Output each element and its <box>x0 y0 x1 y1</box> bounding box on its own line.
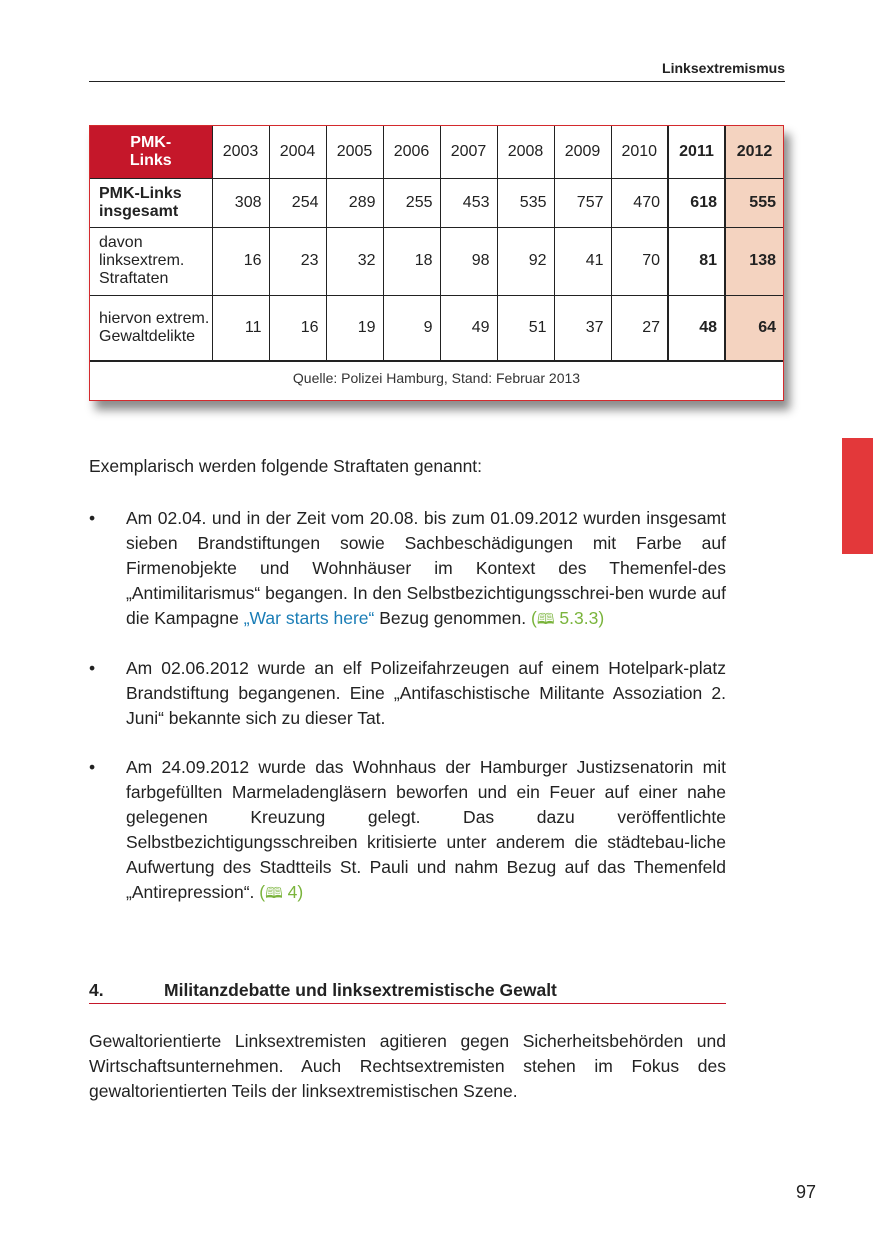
table-cell: 70 <box>611 227 668 295</box>
row-label: PMK-Links insgesamt <box>90 178 212 227</box>
list-item <box>89 755 726 906</box>
bullet-text: Am 02.06.2012 wurde an elf Polizeifahrzeugen auf einem Hotelpark-platz Brandstiftung begangenen. Eine „Antifaschistische Militante Assoziation 2. Juni“ bekannte sich zu dieser Tat. <box>126 658 726 728</box>
table-cell: 41 <box>554 227 611 295</box>
bullet-text: Am 24.09.2012 wurde das Wohnhaus der Hamburger Justizsenatorin mit farbgefüllten Marmeladengläsern beworfen und ein Feuer auf einer nahe gelegenen Kreuzung gelegt. Das dazu veröffentlichte Selbstbezichtigungsschreiben kritisierte unter anderem die städtebau-liche Aufwertung des Stadtteils St. Pauli und nahm Bezug auf das Themenfeld „Antirepression“. <box>126 757 726 902</box>
bullet-dot: • <box>89 658 96 678</box>
campaign-link[interactable]: „War starts here“ <box>243 608 375 628</box>
bullet-dot: • <box>89 508 96 528</box>
year-header: 2010 <box>611 126 668 178</box>
year-header: 2003 <box>212 126 269 178</box>
bullet-text: Am 02.04. und in der Zeit vom 20.08. bis zum 01.09.2012 wurden insgesamt sieben Brandstiftungen sowie Sachbeschädigungen mit Farbe auf Firmenobjekte und Wohnhäuser im Kontext des Themenfel-des „Antimilitarismus“ begangen. In den Selbstbezichtigungsschrei-ben wurde auf die Kampagne <box>126 508 726 628</box>
table-cell: 81 <box>668 227 725 295</box>
table-cell: 555 <box>725 178 783 227</box>
table-cell: 48 <box>668 295 725 361</box>
book-icon: 🕮 <box>536 611 555 628</box>
table-cell: 16 <box>269 295 326 361</box>
table-cell: 470 <box>611 178 668 227</box>
table-cell: 9 <box>383 295 440 361</box>
list-item <box>89 506 726 632</box>
intro-text: Exemplarisch werden folgende Straftaten genannt: <box>89 456 483 476</box>
table-cell: 308 <box>212 178 269 227</box>
table-cell: 618 <box>668 178 725 227</box>
table-cell: 757 <box>554 178 611 227</box>
table-cell: 16 <box>212 227 269 295</box>
year-header: 2011 <box>668 126 725 178</box>
year-header: 2004 <box>269 126 326 178</box>
running-title: Linksextremismus <box>662 60 785 76</box>
bullet-list <box>89 506 726 930</box>
section-title: Militanzdebatte und linksextremistische Gewalt <box>164 980 557 1000</box>
table-cell: 255 <box>383 178 440 227</box>
chapter-tab-marker <box>842 438 873 554</box>
row-label: davon linksextrem. Straftaten <box>90 227 212 295</box>
cross-reference-number: 4 <box>287 882 298 902</box>
table-cell: 51 <box>497 295 554 361</box>
running-header <box>89 58 785 82</box>
table-row <box>90 295 783 361</box>
table-cell: 535 <box>497 178 554 227</box>
table-corner-label: PMK- Links <box>90 126 212 178</box>
table-cell: 27 <box>611 295 668 361</box>
table-cell: 19 <box>326 295 383 361</box>
table-cell: 254 <box>269 178 326 227</box>
year-header: 2007 <box>440 126 497 178</box>
table-cell: 32 <box>326 227 383 295</box>
section-number: 4. <box>89 980 104 1000</box>
table-row <box>90 178 783 227</box>
year-header: 2008 <box>497 126 554 178</box>
cross-reference[interactable]: (🕮 5.3.3) <box>531 608 604 628</box>
body-paragraph: Gewaltorientierte Linksextremisten agitieren gegen Sicherheitsbehörden und Wirtschaftsunternehmen. Auch Rechtsextremisten stehen im Fokus des gewaltorientierten Teils der linksextremistischen Szene. <box>89 1031 726 1101</box>
year-header: 2009 <box>554 126 611 178</box>
table-cell: 138 <box>725 227 783 295</box>
bullet-dot: • <box>89 757 96 777</box>
statistics-table <box>90 126 783 362</box>
page-number: 97 <box>796 1182 817 1202</box>
year-header: 2012 <box>725 126 783 178</box>
table-cell: 37 <box>554 295 611 361</box>
cross-reference[interactable]: (🕮 4) <box>259 882 303 902</box>
year-header: 2006 <box>383 126 440 178</box>
row-label: hiervon extrem. Gewaltdelikte <box>90 295 212 361</box>
section-heading <box>89 980 726 1004</box>
table-cell: 289 <box>326 178 383 227</box>
bullet-text-end: Bezug genommen. <box>374 608 527 628</box>
table-row <box>90 227 783 295</box>
list-item <box>89 656 726 731</box>
table-header-row <box>90 126 783 178</box>
table-cell: 98 <box>440 227 497 295</box>
table-cell: 18 <box>383 227 440 295</box>
table-cell: 92 <box>497 227 554 295</box>
table-cell: 49 <box>440 295 497 361</box>
table-cell: 64 <box>725 295 783 361</box>
table-cell: 453 <box>440 178 497 227</box>
statistics-table-box <box>89 125 784 401</box>
book-icon: 🕮 <box>265 885 283 902</box>
table-source-note: Quelle: Polizei Hamburg, Stand: Februar 2013 <box>292 370 581 386</box>
year-header: 2005 <box>326 126 383 178</box>
table-cell: 23 <box>269 227 326 295</box>
table-cell: 11 <box>212 295 269 361</box>
cross-reference-number: 5.3.3 <box>559 608 599 628</box>
